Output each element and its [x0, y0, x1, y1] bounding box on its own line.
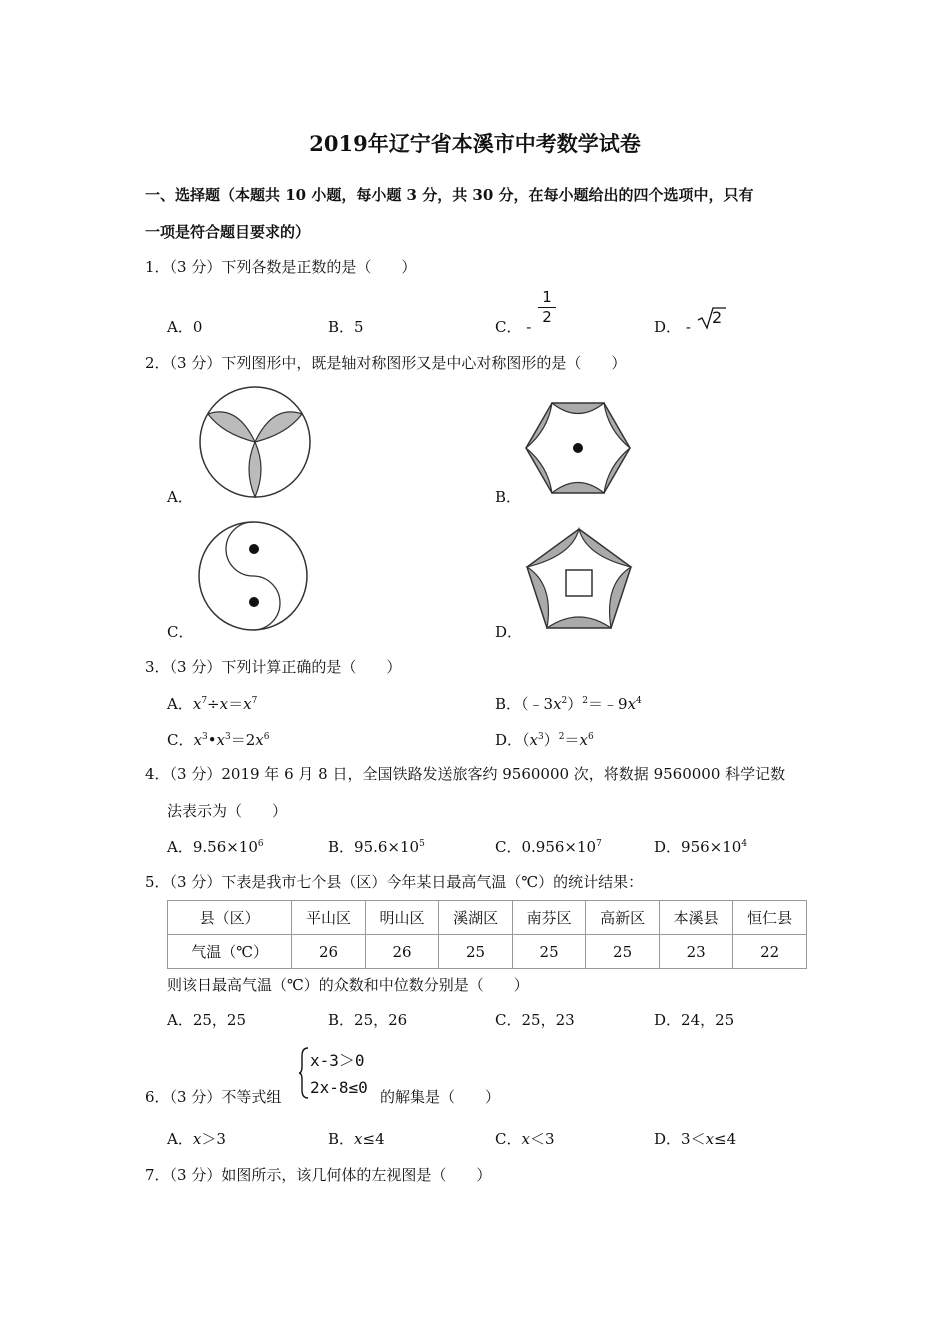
q4-option-a: A．$9.56\times 10^6$: [167, 838, 264, 856]
table-cell: 气温（℃）: [168, 935, 292, 969]
table-cell: 25: [512, 935, 586, 969]
q1-option-d: [654, 316, 691, 337]
q3-option-a: A．$x^7\div x=x^7$: [167, 695, 258, 713]
table-cell: 26: [292, 935, 366, 969]
brace-icon: [298, 1046, 310, 1100]
q2-option-d: D．: [495, 623, 523, 641]
q1-option-b: B．5: [328, 318, 364, 336]
q6-suffix: 的解集是（ ）: [380, 1088, 501, 1106]
table-row: [168, 935, 807, 969]
q4-option-c: C．$0.956\times 10^7$: [495, 838, 602, 856]
q3-option-d: D．$(x^3)^2=x^6$: [495, 731, 594, 749]
q7-stem: 7．（3 分）如图所示，该几何体的左视图是（ ）: [145, 1166, 492, 1184]
figure-c-yin-yang: [197, 520, 309, 632]
q1-stem: 1．（3 分）下列各数是正数的是（ ）: [145, 258, 417, 276]
q6-option-d: D．3＜x≤4: [654, 1130, 737, 1148]
q2-option-c: C．: [167, 623, 194, 641]
q5-question: 则该日最高气温（℃）的众数和中位数分别是（ ）: [167, 976, 529, 994]
q6-system-row2: 2x-8≤0: [310, 1078, 368, 1097]
q1-option-c: [495, 316, 531, 337]
q4-option-d: D．$956\times 10^4$: [654, 838, 748, 856]
q5-option-d: D．24，25: [654, 1011, 735, 1029]
section-header-line2: 一项是符合题目要求的）: [145, 223, 311, 241]
table-cell: 22: [733, 935, 807, 969]
q5-option-a: A．25，25: [167, 1011, 247, 1029]
temperature-table: [167, 900, 807, 969]
table-cell: 明山区: [365, 901, 439, 935]
q1-option-d-radicand: 2: [712, 308, 723, 327]
table-cell: 25: [439, 935, 513, 969]
q5-stem: 5．（3 分）下表是我市七个县（区）今年某日最高气温（℃）的统计结果：: [145, 873, 644, 891]
figure-b-hexagon: [524, 400, 632, 500]
figure-d-pentagon: [524, 526, 634, 630]
table-cell: 本溪县: [659, 901, 733, 935]
q6-option-b: B．x≤4: [328, 1130, 385, 1148]
q4-line1: 4．（3 分）2019 年 6 月 8 日，全国铁路发送旅客约 9560000 次，将数据 9560000 科学记数: [145, 765, 786, 783]
section-header-line1: 一、选择题（本题共 10 小题，每小题 3 分，共 30 分，在每小题给出的四个选项中，只有: [145, 186, 754, 204]
q4-option-b: B．$95.6\times 10^5$: [328, 838, 425, 856]
q4-line2: 法表示为（ ）: [167, 802, 288, 820]
q2-option-a: A．: [167, 488, 193, 506]
q6-option-a: A．x＞3: [167, 1130, 226, 1148]
table-cell: 26: [365, 935, 439, 969]
q6-system-row1: x-3＞0: [310, 1051, 365, 1070]
table-cell: 县（区）: [168, 901, 292, 935]
table-cell: 南芬区: [512, 901, 586, 935]
q2-stem: 2．（3 分）下列图形中，既是轴对称图形又是中心对称图形的是（ ）: [145, 354, 627, 372]
q1-option-d-sign: -: [685, 318, 691, 336]
table-cell: 平山区: [292, 901, 366, 935]
q5-option-b: B．25，26: [328, 1011, 408, 1029]
q1-option-a: A．0: [167, 318, 203, 336]
table-header-row: [168, 901, 807, 935]
q1-option-d-label: D．: [654, 318, 682, 336]
q2-option-b: B．: [495, 488, 522, 506]
q1-fraction-denominator: 2: [538, 307, 556, 326]
q1-fraction-numerator: 1: [542, 288, 552, 306]
q5-option-c: C．25，23: [495, 1011, 575, 1029]
q6-prefix: 6．（3 分）不等式组: [145, 1088, 282, 1106]
q1-option-c-sign: -: [526, 318, 532, 336]
table-cell: 23: [659, 935, 733, 969]
q1-option-c-label: C．: [495, 318, 522, 336]
table-cell: 溪湖区: [439, 901, 513, 935]
page-title: 2019年辽宁省本溪市中考数学试卷: [309, 131, 641, 156]
figure-a-three-petals: [197, 384, 313, 500]
q6-option-c: C．x＜3: [495, 1130, 555, 1148]
q3-option-b: B．$(﹣3x^2)^2=﹣9x^4$: [495, 695, 642, 713]
table-cell: 25: [586, 935, 660, 969]
q3-stem: 3．（3 分）下列计算正确的是（ ）: [145, 658, 402, 676]
q3-option-c: C．$x^3•x^3=2x^6$: [167, 731, 270, 749]
table-cell: 高新区: [586, 901, 660, 935]
q1-fraction: [538, 288, 556, 326]
table-cell: 恒仁县: [733, 901, 807, 935]
